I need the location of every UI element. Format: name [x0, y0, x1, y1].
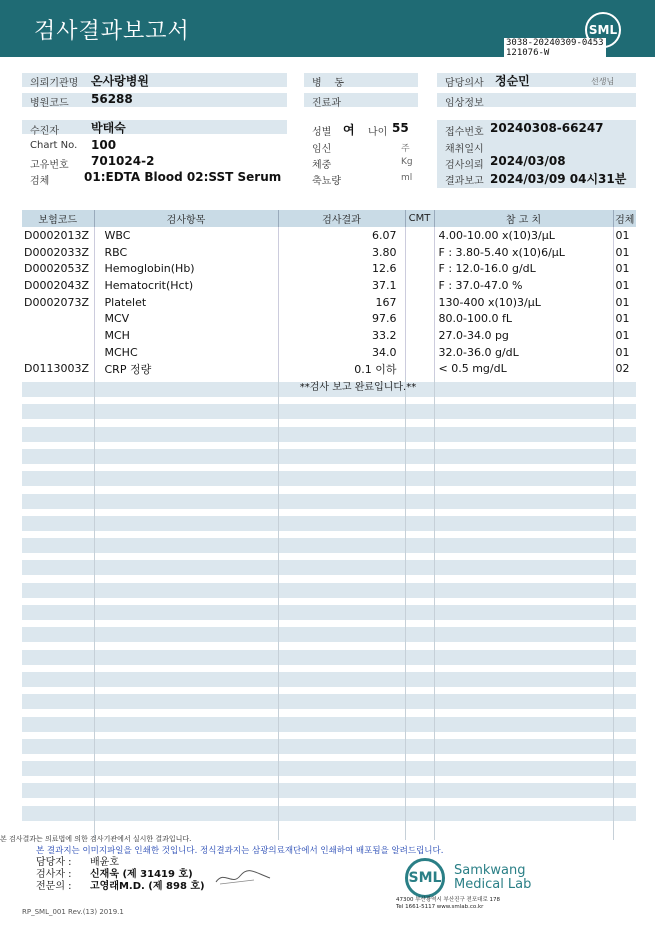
sml-logo-icon: SML [585, 12, 621, 48]
table-row [22, 361, 636, 378]
blank-row-band [22, 538, 636, 553]
cell-code: D0113003Z [22, 361, 94, 378]
blank-row-band [22, 806, 636, 821]
cell-spec: 01 [615, 295, 630, 309]
blank-row-band [22, 471, 636, 486]
table-row [22, 344, 636, 361]
chart-value: 100 [91, 138, 117, 152]
age-label: 나이 [368, 127, 388, 138]
ward-label: 병 동 [312, 78, 345, 89]
col-header-result: 검사결과 [278, 210, 405, 227]
request-value: 2024/03/08 [490, 154, 566, 168]
form-id: RP_SML_001 Rev.(13) 2019.1 [22, 908, 124, 916]
col-header-specimen: 검체 [613, 210, 636, 227]
specialist-label: 전문의 : [36, 881, 72, 892]
weight-unit: Kg [401, 157, 413, 167]
preg-label: 임신 [312, 144, 332, 155]
cell-spec: 01 [615, 228, 630, 242]
table-header-row [22, 210, 636, 227]
specimen-label: 검체 [30, 176, 50, 187]
company-name: Samkwang Medical Lab [454, 863, 532, 892]
cell-code [22, 327, 94, 344]
cell-ref: 130-400 x(10)3/μL [434, 294, 613, 311]
weight-label: 체중 [312, 160, 332, 171]
signature-icon [214, 866, 272, 888]
urine-unit: ml [401, 173, 413, 183]
blank-row-band [22, 739, 636, 754]
report-value: 2024/03/09 04시31분 [490, 172, 627, 186]
person-value: 배윤호 [90, 857, 119, 868]
cell-item: WBC [94, 227, 278, 244]
id-label: 고유번호 [30, 160, 69, 171]
cell-spec: 01 [615, 278, 630, 292]
cell-result: 12.6 [278, 260, 405, 277]
hospital-code-value: 56288 [91, 92, 133, 106]
results-table [22, 210, 636, 377]
dept-label: 진료과 [312, 98, 341, 109]
cell-ref: F : 3.80-5.40 x(10)6/μL [434, 244, 613, 261]
cell-ref: 27.0-34.0 pg [434, 327, 613, 344]
cell-cmt [405, 344, 434, 361]
cell-code [22, 344, 94, 361]
document-number: 3038-20240309-0453 121076-W [506, 38, 604, 58]
table-row [22, 277, 636, 294]
company-phone: Tel 1661-5117 www.smlab.co.kr [396, 904, 484, 910]
cell-item: MCHC [94, 344, 278, 361]
blank-row-band [22, 404, 636, 419]
collect-label: 채취일시 [445, 144, 484, 155]
blank-row-band [22, 494, 636, 509]
table-row [22, 260, 636, 277]
cell-ref: 80.0-100.0 fL [434, 310, 613, 327]
cell-item: Hematocrit(Hct) [94, 277, 278, 294]
page-title: 검사결과보고서 [34, 19, 190, 44]
cell-ref: F : 12.0-16.0 g/dL [434, 260, 613, 277]
doctor-value: 정순민 [495, 74, 530, 88]
doctor-label: 담당의사 [445, 78, 484, 89]
col-header-cmt: CMT [405, 210, 434, 227]
cell-item: MCH [94, 327, 278, 344]
cell-item: Platelet [94, 294, 278, 311]
cell-spec: 01 [615, 328, 630, 342]
patient-value: 박태숙 [91, 121, 126, 135]
blank-row-band [22, 427, 636, 442]
cell-code [22, 310, 94, 327]
request-label: 검사의뢰 [445, 160, 484, 171]
cell-item: MCV [94, 310, 278, 327]
urine-label: 축뇨량 [312, 176, 341, 187]
sex-label: 성별 [312, 127, 332, 138]
receipt-label: 접수번호 [445, 127, 484, 138]
cell-result: 33.2 [278, 327, 405, 344]
cell-result: 167 [278, 294, 405, 311]
receipt-value: 20240308-66247 [490, 121, 604, 135]
cell-ref: 4.00-10.00 x(10)3/μL [434, 227, 613, 244]
cell-result: 97.6 [278, 310, 405, 327]
preg-unit: 주 [401, 144, 410, 154]
blank-row-band [22, 672, 636, 687]
blank-row-band [22, 560, 636, 575]
blank-row-band [22, 449, 636, 464]
cell-cmt [405, 260, 434, 277]
col-header-ref: 참 고 치 [434, 210, 613, 227]
id-value: 701024-2 [91, 154, 155, 168]
table-row [22, 227, 636, 244]
blank-row-band [22, 717, 636, 732]
band [22, 120, 287, 134]
cell-spec: 01 [615, 262, 630, 276]
blank-row-band [22, 783, 636, 798]
clinical-label: 임상정보 [445, 98, 484, 109]
cell-code: D0002073Z [22, 294, 94, 311]
cell-cmt [405, 361, 434, 378]
blank-row-band [22, 516, 636, 531]
cell-cmt [405, 277, 434, 294]
cell-cmt [405, 310, 434, 327]
blank-row-band [22, 627, 636, 642]
notice-text: 본 결과지는 이미지파일을 인쇄한 것입니다. 정식결과지는 삼광의료재단에서 인쇄하여 배포됨을 알려드립니다. [36, 846, 444, 856]
fine-print: 본 검사결과는 의료법에 의한 검사기관에서 실시한 결과입니다. [0, 835, 192, 843]
cell-item: CRP 정량 [94, 361, 278, 378]
cell-code: D0002033Z [22, 244, 94, 261]
cell-cmt [405, 327, 434, 344]
cell-spec: 01 [615, 245, 630, 259]
hospital-label: 의뢰기관명 [30, 78, 79, 89]
specimen-value: 01:EDTA Blood 02:SST Serum [84, 170, 282, 184]
company-address: 47300 부산광역시 부산진구 전포대로 178 [396, 897, 501, 903]
col-header-item: 검사항목 [94, 210, 278, 227]
table-row [22, 294, 636, 311]
blank-row-band [22, 583, 636, 598]
table-row [22, 244, 636, 261]
cell-result: 34.0 [278, 344, 405, 361]
cell-item: Hemoglobin(Hb) [94, 260, 278, 277]
cell-cmt [405, 294, 434, 311]
hospital-code-label: 병원코드 [30, 98, 69, 109]
sml-footer-logo-icon: SML [405, 858, 445, 898]
cell-spec: 01 [615, 345, 630, 359]
cell-cmt [405, 227, 434, 244]
table-row [22, 310, 636, 327]
person-label: 담당자 : [36, 857, 72, 868]
table-row [22, 327, 636, 344]
doctor-suffix: 선생님 [591, 77, 615, 86]
inspector-label: 검사자 : [36, 869, 72, 880]
cell-code: D0002043Z [22, 277, 94, 294]
cell-ref: 32.0-36.0 g/dL [434, 344, 613, 361]
cell-spec: 01 [615, 312, 630, 326]
cell-code: D0002053Z [22, 260, 94, 277]
cell-result: 3.80 [278, 244, 405, 261]
patient-label: 수진자 [30, 126, 59, 137]
inspector-value: 신재욱 (제 31419 호) [90, 869, 193, 880]
blank-row-band [22, 761, 636, 776]
cell-ref: F : 37.0-47.0 % [434, 277, 613, 294]
cell-item: RBC [94, 244, 278, 261]
blank-row-band [22, 605, 636, 620]
blank-row-band [22, 694, 636, 709]
hospital-value: 온사랑병원 [91, 74, 149, 88]
age-value: 55 [392, 121, 409, 135]
col-header-code: 보험코드 [22, 210, 94, 227]
report-label: 결과보고 [445, 176, 484, 187]
cell-result: 37.1 [278, 277, 405, 294]
cell-ref: < 0.5 mg/dL [434, 361, 613, 378]
cell-spec: 02 [615, 362, 630, 376]
cell-result: 6.07 [278, 227, 405, 244]
blank-row-band [22, 650, 636, 665]
chart-label: Chart No. [30, 140, 78, 151]
cell-result: 0.1 이하 [278, 361, 405, 378]
sex-value: 여 [343, 123, 355, 137]
cell-code: D0002013Z [22, 227, 94, 244]
end-note: **검사 보고 완료입니다.** [299, 382, 417, 393]
cell-cmt [405, 244, 434, 261]
specialist-value: 고영래M.D. (제 898 호) [90, 881, 205, 892]
